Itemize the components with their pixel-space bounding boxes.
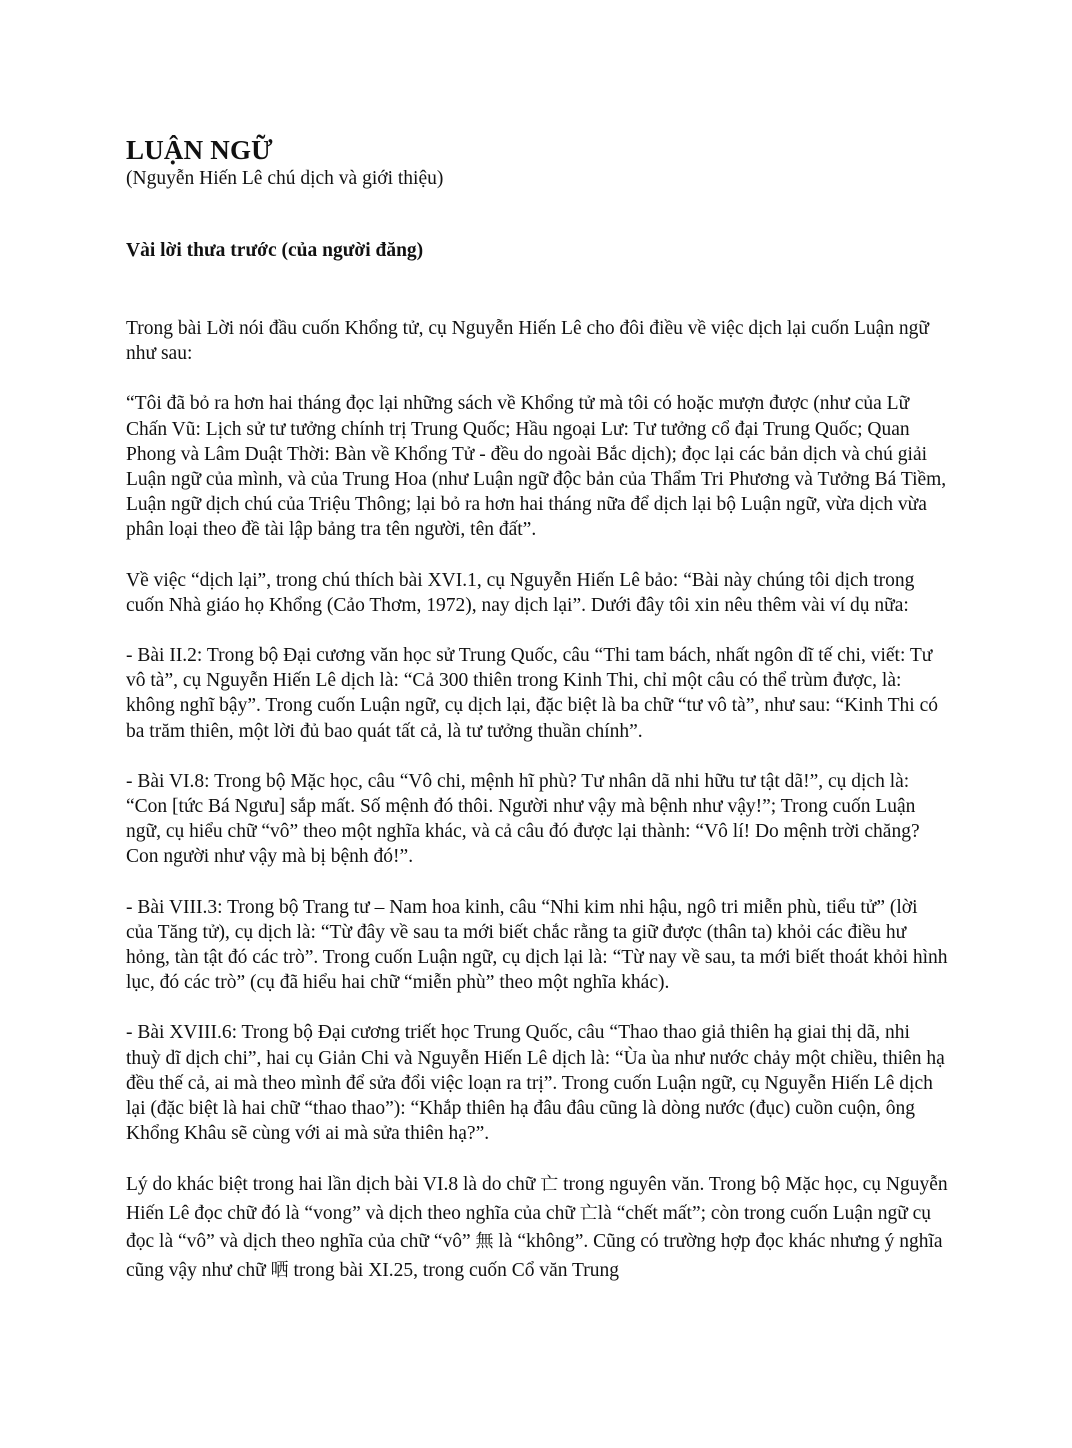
reason-text-2: trong nguyên văn. Trong bộ Mặc học, cụ Nguyễn Hiến Lê đọc chữ đó là “vong” và dịch theo nghĩa của chữ xyxy=(126,1174,948,1224)
paragraph-quote: “Tôi đã bỏ ra hơn hai tháng đọc lại những sách về Khổng tử mà tôi có hoặc mượn được (như của Lữ Chấn Vũ: Lịch sử tư tưởng chính trị Trung Quốc; Hầu ngoại Lư: Tư tưởng cổ đại Trung Quốc; Quan Phong và Lâm Duật Thời: Bàn về Khổng Tử - đều do ngoài Bắc dịch); đọc lại các bản dịch và chú giải Luận ngữ của mình, và của Trung Hoa (như Luận ngữ độc bản của Thẩm Tri Phương và Tưởng Bá Tiềm, Luận ngữ dịch chú của Triệu Thông; lại bỏ ra hơn hai tháng nữa để dịch lại bộ Luận ngữ, vừa dịch vừa phân loại theo đề tài lập bảng tra tên người, tên đất”. xyxy=(126,393,947,541)
reason-text-3: là “chết mất”; còn trong cuốn Luận ngữ cụ đọc là “vô” và dịch theo nghĩa của chữ “vô” xyxy=(126,1202,932,1253)
cjk-char-vong-2: 亡 xyxy=(579,1202,598,1224)
section-heading: Vài lời thưa trước (của người đăng) xyxy=(126,240,424,261)
paragraph-example-viii3: - Bài VIII.3: Trong bộ Trang tư – Nam hoa kinh, câu “Nhi kim nhi hậu, ngô tri miễn phù, tiểu tử” (lời của Tăng tử), cụ dịch là: “Từ đây về sau ta mới biết chắc rằng ta giữ được (thân ta) khỏi các điều hư hỏng, tàn tật đó các trò”. Trong cuốn Luận ngữ, cụ dịch lại là: “Từ nay về sau, ta mới biết thoát khỏi hình lục, đó các trò” (cụ đã hiểu hai chữ “miễn phù” theo một nghĩa khác). xyxy=(126,896,948,994)
paragraph-reason xyxy=(126,1171,948,1285)
paragraph-dich-lai: Về việc “dịch lại”, trong chú thích bài XVI.1, cụ Nguyễn Hiến Lê bảo: “Bài này chúng tôi dịch trong cuốn Nhà giáo họ Khổng (Cảo Thơm, 1972), nay dịch lại”. Dưới đây tôi xin nêu thêm vài ví dụ nữa: xyxy=(126,569,915,616)
cjk-char-vo: 無 xyxy=(475,1231,494,1253)
paragraph-example-vi8: - Bài VI.8: Trong bộ Mặc học, câu “Vô chi, mệnh hĩ phù? Tư nhân dã nhi hữu tư tật dã!”, cụ dịch là: “Con [tức Bá Ngưu] sắp mất. Số mệnh đó thôi. Người như vậy mà bệnh như vậy!”; Trong cuốn Luận ngữ, cụ hiểu chữ “vô” theo một nghĩa khác, và cả câu đó được lại thành: “Vô lí! Do mệnh trời chăng? Con người như vậy mà bị bệnh đó!”. xyxy=(126,770,920,868)
reason-text-5: trong bài XI.25, trong cuốn Cổ văn Trung xyxy=(288,1259,620,1281)
document-title: LUẬN NGỮ xyxy=(126,135,273,165)
reason-text-1: Lý do khác biệt trong hai lần dịch bài VI.8 là do chữ xyxy=(126,1174,541,1196)
paragraph-example-xviii6: - Bài XVIII.6: Trong bộ Đại cương triết học Trung Quốc, câu “Thao thao giả thiên hạ giai thị dã, nhi thuỳ dĩ dịch chi”, hai cụ Giản Chi và Nguyễn Hiến Lê dịch là: “Ùa ùa như nước chảy một chiều, thiên hạ đều thế cả, ai mà theo mình để sửa đổi việc loạn ra trị”. Trong cuốn Luận ngữ, cụ Nguyễn Hiến Lê dịch lại (đặc biệt là hai chữ “thao thao”): “Khắp thiên hạ đâu đâu cũng là dòng nước (đục) cuồn cuộn, ông Khổng Khâu sẽ cùng với ai mà sửa thiên hạ?”. xyxy=(126,1022,945,1145)
paragraph-intro: Trong bài Lời nói đầu cuốn Khổng tử, cụ Nguyễn Hiến Lê cho đôi điều về việc dịch lại cuốn Luận ngữ như sau: xyxy=(126,318,929,365)
document-subtitle: (Nguyễn Hiến Lê chú dịch và giới thiệu) xyxy=(126,168,444,189)
reason-text-4: là “không”. Cũng có trường hợp đọc khác nhưng ý nghĩa cũng vậy như chữ xyxy=(126,1231,943,1281)
cjk-char-than: 哂 xyxy=(270,1259,289,1281)
cjk-char-vong: 亡 xyxy=(540,1174,559,1196)
document-body xyxy=(126,316,948,1285)
document-page xyxy=(126,134,948,1310)
paragraph-example-ii2: - Bài II.2: Trong bộ Đại cương văn học sử Trung Quốc, câu “Thi tam bách, nhất ngôn dĩ tế chi, viết: Tư vô tà”, cụ Nguyễn Hiến Lê dịch là: “Cả 300 thiên trong Kinh Thi, chỉ một câu có thể trùm được, là: không nghĩ bậy”. Trong cuốn Luận ngữ, cụ dịch lại, đặc biệt là ba chữ “tư vô tà”, như sau: “Kinh Thi có ba trăm thiên, một lời đủ bao quát tất cả, là tư tưởng thuần chính”. xyxy=(126,645,938,742)
